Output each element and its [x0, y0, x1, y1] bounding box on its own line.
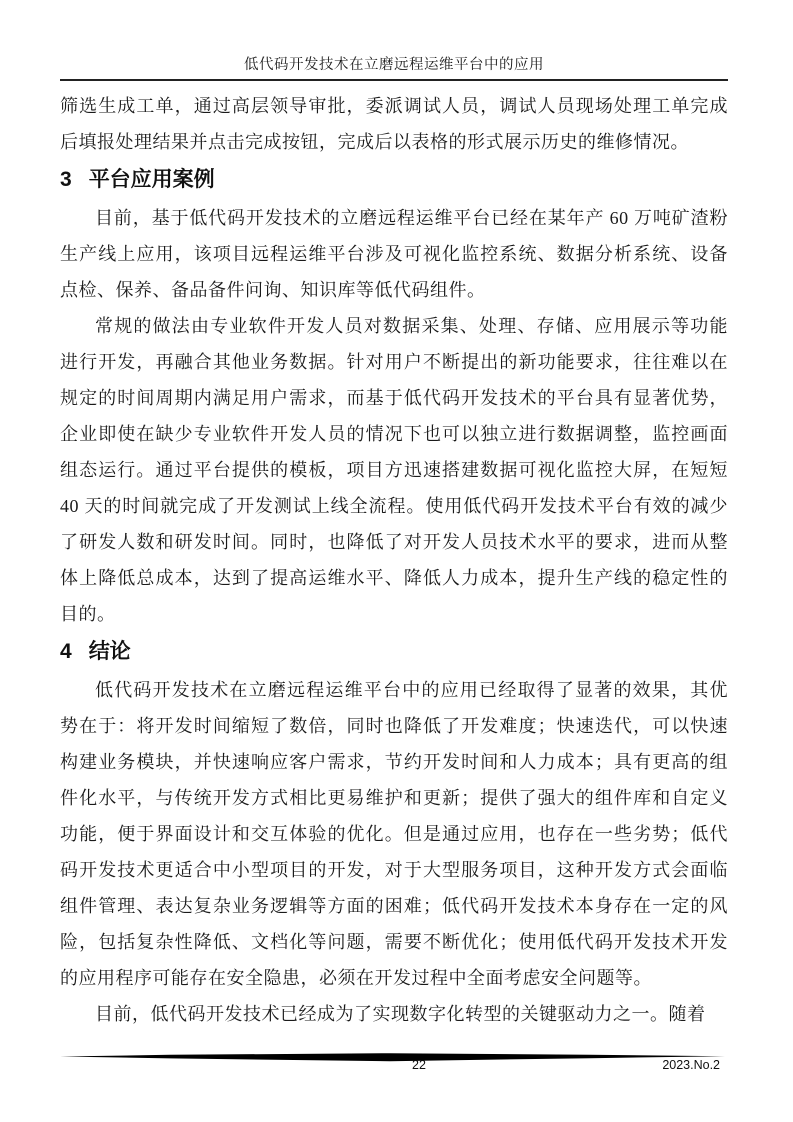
- section-title: 结论: [88, 640, 131, 663]
- section-number: 4: [60, 640, 72, 663]
- running-title: 低代码开发技术在立磨远程运维平台中的应用: [244, 57, 544, 73]
- issue-label: 2023.No.2: [662, 1058, 720, 1072]
- text-line: 低代码开发技术在立磨远程运维平台中的应用已经取得了显著的效果，其优: [95, 680, 728, 700]
- section-heading: [60, 162, 728, 198]
- section-heading: [60, 634, 728, 670]
- text-line: 的应用程序可能存在安全隐患，必须在开发过程中全面考虑安全问题等。: [60, 968, 652, 988]
- page-footer: [60, 1056, 728, 1074]
- text-line: 组态运行。通过平台提供的模板，项目方迅速搭建数据可视化监控大屏，在短短: [60, 460, 728, 480]
- text-line: 组件管理、表达复杂业务逻辑等方面的困难；低代码开发技术本身存在一定的风: [60, 896, 728, 916]
- text-line: 险，包括复杂性降低、文档化等问题，需要不断优化；使用低代码开发技术开发: [60, 932, 728, 952]
- text-line: 进行开发，再融合其他业务数据。针对用户不断提出的新功能要求，往往难以在: [60, 352, 728, 372]
- text-line: 目前，基于低代码开发技术的立磨远程运维平台已经在某年产 60 万吨矿渣粉: [95, 208, 728, 228]
- text-line: 码开发技术更适合中小型项目的开发，对于大型服务项目，这种开发方式会面临: [60, 860, 728, 880]
- text-line: 筛选生成工单，通过高层领导审批，委派调试人员，调试人员现场处理工单完成: [60, 96, 728, 116]
- section-title: 平台应用案例: [88, 168, 215, 191]
- section-number: 3: [60, 168, 72, 191]
- text-line: 目的。: [60, 604, 116, 624]
- text-line: 规定的时间周期内满足用户需求，而基于低代码开发技术的平台具有显著优势，: [60, 388, 728, 408]
- content: [60, 88, 728, 1032]
- text-line: 构建业务模块，并快速响应客户需求，节约开发时间和人力成本；具有更高的组: [60, 752, 728, 772]
- text-line: 40 天的时间就完成了开发测试上线全流程。使用低代码开发技术平台有效的减少: [60, 496, 728, 516]
- page-header: [60, 54, 728, 81]
- text-line: 体上降低总成本，达到了提高运维水平、降低人力成本，提升生产线的稳定性的: [60, 568, 728, 588]
- text-line: 目前，低代码开发技术已经成为了实现数字化转型的关键驱动力之一。随着: [95, 1004, 706, 1024]
- text-line: 后填报处理结果并点击完成按钮，完成后以表格的形式展示历史的维修情况。: [60, 132, 689, 152]
- text-line: 生产线上应用，该项目远程运维平台涉及可视化监控系统、数据分析系统、设备: [60, 244, 728, 264]
- page-number: 22: [412, 1058, 426, 1072]
- text-line: 件化水平，与传统开发方式相比更易维护和更新；提供了强大的组件库和自定义: [60, 788, 728, 808]
- text-line: 功能，便于界面设计和交互体验的优化。但是通过应用，也存在一些劣势；低代: [60, 824, 728, 844]
- text-line: 常规的做法由专业软件开发人员对数据采集、处理、存储、应用展示等功能: [95, 316, 728, 336]
- text-line: 势在于：将开发时间缩短了数倍，同时也降低了开发难度；快速迭代，可以快速: [60, 716, 728, 736]
- text-line: 企业即使在缺少专业软件开发人员的情况下也可以独立进行数据调整，监控画面: [60, 424, 728, 444]
- text-line: 了研发人数和研发时间。同时，也降低了对开发人员技术水平的要求，进而从整: [60, 532, 728, 552]
- text-line: 点检、保养、备品备件问询、知识库等低代码组件。: [60, 280, 486, 300]
